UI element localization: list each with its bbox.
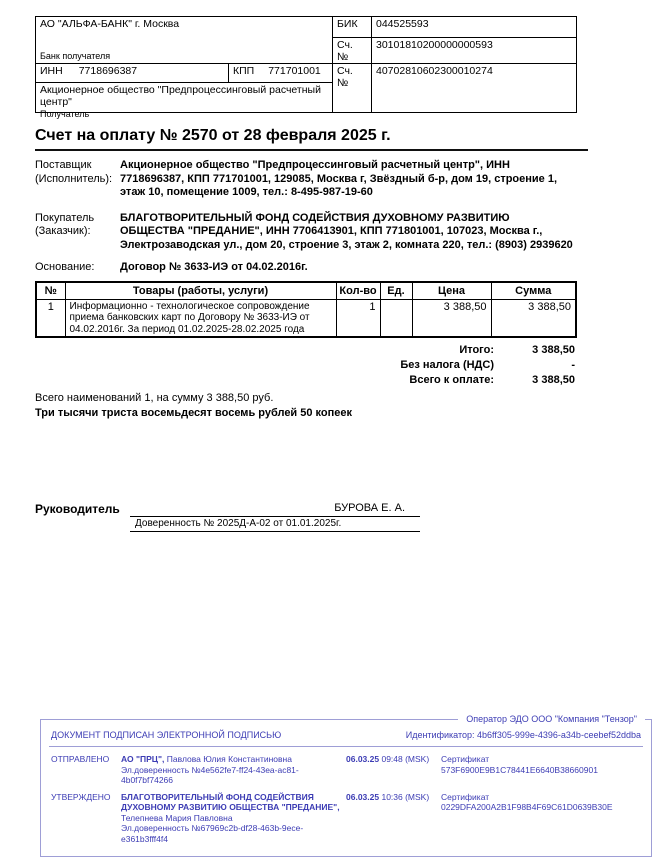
bik-value: 044525593 [372,17,576,38]
kpp-label: КПП [233,65,255,77]
stamp-row-sent [51,754,641,786]
attorney-line: Доверенность № 2025Д-А-02 от 01.01.2025г. [130,517,420,532]
table-row [36,299,576,337]
account-value: 40702810602300010274 [376,65,493,77]
stamp-signed-title: ДОКУМЕНТ ПОДПИСАН ЭЛЕКТРОННОЙ ПОДПИСЬЮ [51,730,282,740]
corr-account-label: Сч. № [333,38,372,64]
kpp-cell [229,64,333,83]
payee-cell [36,83,333,119]
basis-label: Основание: [35,261,95,273]
item-price: 3 388,50 [412,299,491,337]
supplier-section [35,159,625,200]
col-qty: Кол-во [336,282,380,300]
inn-cell [36,64,229,83]
signer-name: БУРОВА Е. А. [130,502,420,517]
inn-label: ИНН [40,65,63,77]
supplier-label: Поставщик (Исполнитель): [35,159,113,185]
signature-area [130,502,420,532]
bik-label: БИК [333,17,372,38]
col-price: Цена [412,282,491,300]
inn-value: 7718696387 [78,65,138,77]
edo-operator-line: Оператор ЭДО ООО "Компания "Тензор" [458,713,645,726]
items-table [35,281,577,339]
stamp-datetime: 06.03.25 10:36 (MSK) [346,791,430,802]
corr-account-value: 30101810200000000593 [372,38,576,64]
stamp-status: УТВЕРЖДЕНО [51,791,111,802]
item-num: 1 [36,299,65,337]
items-header-row [36,282,576,300]
stamp-identifier: Идентификатор: 4b6ff305-999e-4396-a34b-ceebef52ddba [405,730,641,740]
stamp-rows [41,747,651,852]
buyer-label: Покупатель (Заказчик): [35,211,95,237]
item-unit [380,299,412,337]
title-divider [35,149,588,151]
col-num: № [36,282,65,300]
stamp-datetime: 06.03.25 09:48 (MSK) [346,754,430,764]
payee-name: Акционерное общество "Предпроцессинговый расчетный центр" [40,84,321,108]
amount-in-words: Три тысячи триста восемьдесят восемь рублей 50 копеек [35,407,353,419]
item-description: Информационно - технологическое сопровождение приема банковских карт по Договору № 3633-ИЭ от 04.02.2016г. За период 01.02.2025-28.02.2025 года [65,299,336,337]
kpp-value: 771701001 [268,65,321,77]
bank-requisites-table [35,16,577,119]
stamp-row-approved [51,792,641,845]
e-signature-stamp [40,714,652,857]
items-count-line: Всего наименований 1, на сумму 3 388,50 руб. [35,392,274,404]
item-qty: 1 [336,299,380,337]
buyer-value: БЛАГОТВОРИТЕЛЬНЫЙ ФОНД СОДЕЙСТВИЯ ДУХОВНОМУ РАЗВИТИЮ ОБЩЕСТВА "ПРЕДАНИЕ", ИНН 7706413901, КПП 771801001, 107023, Москва г., Электрозаводская ул., дом 20, строение 3, этаж 2, комната 220, тел.: (8903) 2939620 [120,211,573,251]
stamp-status: ОТПРАВЛЕНО [51,754,110,764]
col-amount: Сумма [491,282,576,300]
bank-name: АО "АЛЬФА-БАНК" г. Москва [40,18,180,30]
total-row-nds: Без налога (НДС) - [400,359,575,371]
basis-value: Договор № 3633-ИЭ от 04.02.2016г. [120,261,308,273]
bank-name-caption: Банк получателя [40,51,111,61]
stamp-party: БЛАГОТВОРИТЕЛЬНЫЙ ФОНД СОДЕЙСТВИЯ ДУХОВНОМУ РАЗВИТИЮ ОБЩЕСТВА "ПРЕДАНИЕ", Телепнева Мария Павловна Эл.доверенность №67969c2b-df28-463b-9ece-e361b3fff4f4 [121,791,340,844]
page-title: Счет на оплату № 2570 от 28 февраля 2025 г. [35,127,391,144]
bank-name-cell [36,17,333,64]
signer-role: Руководитель [35,502,120,516]
signature-block [35,502,625,532]
total-row-itogo: Итого: 3 388,50 [459,344,575,356]
stamp-certificate: Сертификат 573F6900E9B1C78441E6640B38660901 [441,754,598,775]
stamp-party: АО "ПРЦ", Павлова Юлия Константиновна Эл.доверенность №4e562fe7-ff24-43ea-ac81-4b0f7bf74266 [121,754,299,785]
col-unit: Ед. [380,282,412,300]
item-amount: 3 388,50 [491,299,576,337]
buyer-section [35,212,625,253]
supplier-value: Акционерное общество "Предпроцессинговый расчетный центр", ИНН 7718696387, КПП 771701001, 129085, Москва г, Звёздный б-р, дом 19, строение 1, этаж 10, помещение 1009, тел.: 8-495-987-19-60 [120,159,558,198]
stamp-certificate: Сертификат 0229DFA200A2B1F98B4F69C61D0639B30E [441,791,613,812]
totals-block [35,343,575,388]
basis-section [35,261,625,275]
total-row-vsego: Всего к оплате: 3 388,50 [409,374,575,386]
account-label: Сч. № [333,64,372,112]
col-description: Товары (работы, услуги) [65,282,336,300]
payee-caption: Получатель [40,109,90,119]
